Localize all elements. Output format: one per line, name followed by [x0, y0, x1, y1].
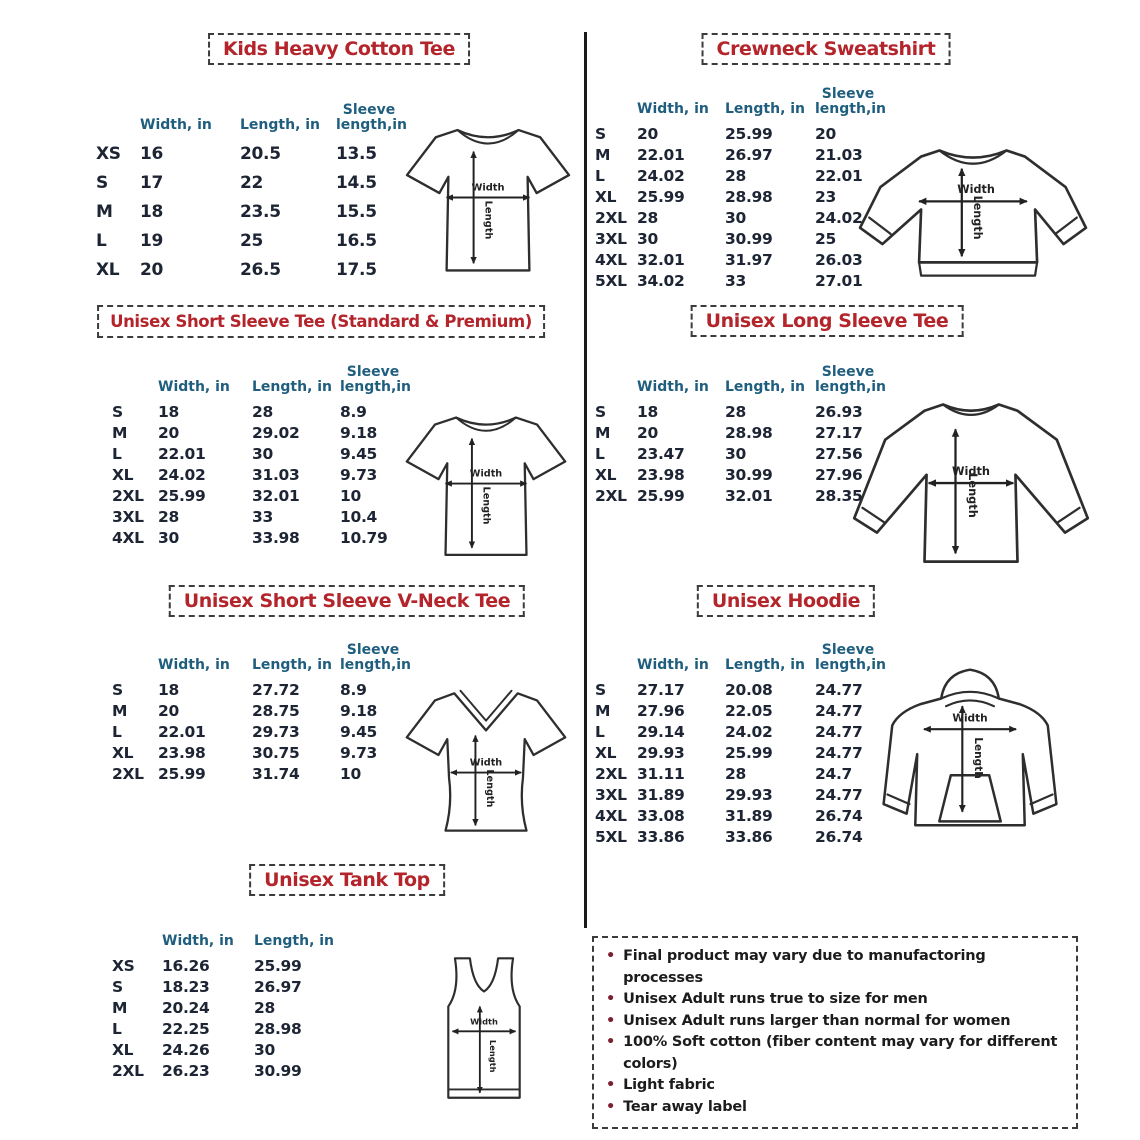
column-header-sleeve: Sleeve length,in: [815, 85, 887, 117]
sleeve-cell: 14.5: [336, 173, 377, 193]
size-cell: M: [595, 146, 611, 164]
column-header-length: Length, in: [240, 116, 321, 133]
sleeve-cell: 8.9: [340, 681, 367, 699]
sleeve-cell: 24.77: [815, 702, 863, 720]
sleeve-cell: 10.79: [340, 529, 388, 547]
size-cell: XL: [595, 188, 617, 206]
long-sleeve-illustration: [852, 388, 1090, 574]
note-text: Final product may vary due to manufactoring processes: [623, 948, 986, 986]
note-item: [606, 1075, 1066, 1097]
length-cell: 31.03: [252, 466, 300, 484]
length-cell: 20.5: [240, 144, 281, 164]
column-header-length: Length, in: [725, 378, 806, 395]
length-cell: 20.08: [725, 681, 773, 699]
width-arrow-label: Width: [471, 182, 505, 194]
length-cell: 33.98: [252, 529, 300, 547]
sleeve-cell: 21.03: [815, 146, 863, 164]
width-cell: 23.98: [637, 466, 685, 484]
section-title: Unisex Hoodie: [697, 585, 875, 617]
standard-tee-illustration: [398, 398, 574, 570]
width-cell: 27.96: [637, 702, 685, 720]
column-header-width: Width, in: [637, 100, 709, 117]
hoodie-illustration: [874, 660, 1066, 857]
width-cell: 16.26: [162, 957, 210, 975]
sleeve-cell: 26.74: [815, 828, 863, 846]
width-cell: 26.23: [162, 1062, 210, 1080]
length-cell: 26.97: [254, 978, 302, 996]
length-cell: 30: [252, 445, 273, 463]
size-cell: 3XL: [595, 786, 627, 804]
length-cell: 28: [252, 403, 273, 421]
size-cell: M: [112, 424, 128, 442]
sleeve-cell: 24.02: [815, 209, 863, 227]
corner-cell: [595, 673, 637, 680]
sleeve-cell: 24.77: [815, 723, 863, 741]
width-cell: 17: [140, 173, 164, 193]
size-cell: S: [112, 681, 123, 699]
sweatshirt-waistband: [919, 262, 1037, 275]
sleeve-cell: 24.77: [815, 681, 863, 699]
width-cell: 29.93: [637, 744, 685, 762]
length-cell: 28: [254, 999, 275, 1017]
size-cell: 3XL: [595, 230, 627, 248]
length-cell: 27.72: [252, 681, 300, 699]
column-header-width: Width, in: [637, 656, 709, 673]
sleeve-cell: 23: [815, 188, 836, 206]
size-cell: 4XL: [595, 251, 627, 269]
column-header-sleeve: Sleeve length,in: [815, 641, 887, 673]
width-cell: 33.86: [637, 828, 685, 846]
width-arrow-label: Width: [469, 757, 503, 769]
product-notes-box: [592, 936, 1078, 1129]
crewneck-size-table: [595, 80, 899, 292]
width-cell: 25.99: [637, 487, 685, 505]
width-cell: 32.01: [637, 251, 685, 269]
length-arrow-label: Length: [480, 486, 492, 525]
width-cell: 24.26: [162, 1041, 210, 1059]
corner-cell: [112, 673, 158, 680]
width-arrow-label: Width: [952, 712, 988, 725]
length-arrow-label: Length: [483, 769, 495, 808]
width-cell: 25.99: [158, 765, 206, 783]
bullet-icon: •: [606, 1098, 616, 1115]
size-cell: XL: [112, 1041, 134, 1059]
length-cell: 25.99: [254, 957, 302, 975]
sleeve-cell: 17.5: [336, 260, 377, 280]
size-cell: 2XL: [595, 765, 627, 783]
width-cell: 19: [140, 231, 164, 251]
vneck-size-table: [112, 634, 426, 785]
corner-cell: [96, 133, 140, 140]
width-cell: 23.98: [158, 744, 206, 762]
tank-top-size-table: [112, 920, 346, 1082]
length-cell: 26.5: [240, 260, 281, 280]
column-header-width: Width, in: [162, 932, 234, 949]
length-cell: 32.01: [252, 487, 300, 505]
width-cell: 20: [637, 125, 658, 143]
size-cell: L: [595, 167, 605, 185]
section-title: Unisex Short Sleeve Tee (Standard & Premium): [97, 305, 545, 338]
width-cell: 18: [140, 202, 164, 222]
bullet-icon: •: [606, 991, 616, 1007]
sleeve-cell: 26.74: [815, 807, 863, 825]
column-header-sleeve: Sleeve length,in: [336, 101, 408, 133]
sleeve-cell: 9.45: [340, 723, 378, 741]
size-cell: 2XL: [112, 765, 144, 783]
size-cell: XL: [112, 744, 134, 762]
width-cell: 18: [158, 681, 179, 699]
width-cell: 18: [637, 403, 658, 421]
sleeve-cell: 9.18: [340, 702, 378, 720]
column-header-length: Length, in: [725, 656, 806, 673]
size-cell: XL: [595, 466, 617, 484]
size-cell: M: [112, 999, 128, 1017]
length-cell: 24.02: [725, 723, 773, 741]
tank-top-illustration: [430, 950, 538, 1116]
sleeve-cell: 16.5: [336, 231, 377, 251]
length-cell: 25.99: [725, 125, 773, 143]
size-cell: S: [112, 978, 123, 996]
size-cell: S: [112, 403, 123, 421]
width-cell: 27.17: [637, 681, 685, 699]
width-cell: 23.47: [637, 445, 685, 463]
sleeve-cell: 24.7: [815, 765, 853, 783]
width-cell: 18.23: [162, 978, 210, 996]
column-header-length: Length, in: [252, 378, 333, 395]
sleeve-cell: 26.03: [815, 251, 863, 269]
sleeve-cell: 27.17: [815, 424, 863, 442]
length-cell: 28.98: [725, 424, 773, 442]
width-cell: 24.02: [637, 167, 685, 185]
corner-cell: [595, 117, 637, 124]
size-cell: M: [96, 202, 113, 222]
hoodie-pocket: [939, 775, 1000, 821]
size-cell: L: [112, 1020, 122, 1038]
column-header-width: Width, in: [637, 378, 709, 395]
sleeve-cell: 27.01: [815, 272, 863, 290]
width-arrow-label: Width: [469, 468, 503, 480]
column-header-width: Width, in: [158, 656, 230, 673]
length-cell: 26.97: [725, 146, 773, 164]
size-cell: 5XL: [595, 828, 627, 846]
length-cell: 33: [725, 272, 746, 290]
width-cell: 20: [140, 260, 164, 280]
width-cell: 20: [158, 424, 179, 442]
size-cell: L: [595, 723, 605, 741]
corner-cell: [112, 395, 158, 402]
note-item: [606, 946, 1066, 989]
vneck-tee-illustration: [398, 674, 574, 850]
width-cell: 30: [637, 230, 658, 248]
width-arrow-label: Width: [470, 1016, 498, 1027]
width-arrow-label: Width: [957, 183, 995, 197]
size-cell: 5XL: [595, 272, 627, 290]
note-item: [606, 1011, 1066, 1033]
size-cell: XS: [96, 144, 121, 164]
length-cell: 31.89: [725, 807, 773, 825]
length-cell: 28: [725, 167, 746, 185]
sleeve-cell: 27.56: [815, 445, 863, 463]
sleeve-cell: 28.35: [815, 487, 863, 505]
length-cell: 30.99: [725, 230, 773, 248]
width-cell: 30: [158, 529, 179, 547]
length-cell: 22: [240, 173, 264, 193]
column-header-width: Width, in: [158, 378, 230, 395]
size-cell: 4XL: [112, 529, 144, 547]
column-header-sleeve: Sleeve length,in: [815, 363, 887, 395]
sleeve-cell: 25: [815, 230, 836, 248]
size-cell: S: [595, 125, 606, 143]
width-cell: 28: [637, 209, 658, 227]
size-cell: L: [595, 445, 605, 463]
width-cell: 31.89: [637, 786, 685, 804]
length-cell: 29.93: [725, 786, 773, 804]
width-cell: 22.01: [158, 723, 206, 741]
sleeve-cell: 24.77: [815, 744, 863, 762]
size-cell: 4XL: [595, 807, 627, 825]
corner-cell: [595, 395, 637, 402]
width-cell: 22.01: [158, 445, 206, 463]
length-cell: 29.02: [252, 424, 300, 442]
size-cell: M: [595, 424, 611, 442]
note-item: [606, 1032, 1066, 1075]
size-cell: M: [595, 702, 611, 720]
length-cell: 33.86: [725, 828, 773, 846]
size-cell: M: [112, 702, 128, 720]
width-cell: 29.14: [637, 723, 685, 741]
column-header-sleeve: Sleeve length,in: [340, 641, 412, 673]
sleeve-cell: 9.73: [340, 466, 378, 484]
length-cell: 31.97: [725, 251, 773, 269]
size-cell: 2XL: [595, 209, 627, 227]
length-cell: 30: [725, 445, 746, 463]
size-cell: S: [96, 173, 108, 193]
length-cell: 30.75: [252, 744, 300, 762]
column-header-length: Length, in: [254, 932, 335, 949]
size-cell: 2XL: [595, 487, 627, 505]
section-title: Unisex Short Sleeve V-Neck Tee: [169, 585, 525, 617]
note-item: [606, 1097, 1066, 1119]
length-cell: 22.05: [725, 702, 773, 720]
sleeve-cell: 10.4: [340, 508, 378, 526]
sleeve-cell: 8.9: [340, 403, 367, 421]
length-cell: 25: [240, 231, 264, 251]
column-header-sleeve: Sleeve length,in: [340, 363, 412, 395]
length-cell: 28.75: [252, 702, 300, 720]
length-arrow-label: Length: [487, 1039, 498, 1073]
bullet-icon: •: [606, 1077, 616, 1093]
note-text: Tear away label: [623, 1098, 747, 1115]
length-cell: 28: [725, 765, 746, 783]
length-cell: 30: [254, 1041, 275, 1059]
sleeve-cell: 15.5: [336, 202, 377, 222]
length-cell: 28.98: [725, 188, 773, 206]
size-cell: XL: [112, 466, 134, 484]
sleeve-cell: 10: [340, 487, 361, 505]
section-title: Kids Heavy Cotton Tee: [208, 33, 470, 65]
size-cell: S: [595, 681, 606, 699]
width-cell: 20.24: [162, 999, 210, 1017]
size-cell: XL: [595, 744, 617, 762]
width-cell: 20: [637, 424, 658, 442]
size-cell: S: [595, 403, 606, 421]
length-cell: 30: [725, 209, 746, 227]
size-cell: XL: [96, 260, 120, 280]
size-cell: 2XL: [112, 487, 144, 505]
kids-tee-size-table: [96, 84, 432, 285]
size-cell: XS: [112, 957, 135, 975]
bullet-icon: •: [606, 948, 616, 964]
kids-tee-illustration: [398, 110, 578, 286]
note-text: Unisex Adult runs true to size for men: [623, 991, 928, 1007]
sleeve-cell: 13.5: [336, 144, 377, 164]
width-cell: 25.99: [158, 487, 206, 505]
sleeve-cell: 20: [815, 125, 836, 143]
sleeve-cell: 9.45: [340, 445, 378, 463]
size-cell: 2XL: [112, 1062, 144, 1080]
width-cell: 24.02: [158, 466, 206, 484]
width-arrow-label: Width: [951, 463, 991, 478]
sleeve-cell: 24.77: [815, 786, 863, 804]
length-cell: 23.5: [240, 202, 281, 222]
length-arrow-label: Length: [965, 473, 980, 518]
section-title: Unisex Tank Top: [249, 864, 445, 896]
size-cell: 3XL: [112, 508, 144, 526]
column-header-length: Length, in: [725, 100, 806, 117]
corner-cell: [112, 949, 162, 956]
column-header-length: Length, in: [252, 656, 333, 673]
note-text: Unisex Adult runs larger than normal for women: [623, 1012, 1011, 1029]
width-cell: 22.25: [162, 1020, 210, 1038]
bullet-icon: •: [606, 1034, 616, 1050]
width-cell: 18: [158, 403, 179, 421]
width-cell: 20: [158, 702, 179, 720]
width-cell: 31.11: [637, 765, 685, 783]
size-cell: L: [112, 445, 122, 463]
length-arrow-label: Length: [971, 195, 985, 240]
width-cell: 28: [158, 508, 179, 526]
sleeve-cell: 9.18: [340, 424, 378, 442]
tank-outline: [448, 958, 519, 1097]
length-arrow-label: Length: [482, 200, 494, 240]
length-cell: 32.01: [725, 487, 773, 505]
crewneck-illustration: [856, 130, 1090, 293]
width-cell: 25.99: [637, 188, 685, 206]
center-divider: [584, 32, 587, 928]
length-cell: 29.73: [252, 723, 300, 741]
note-text: Light fabric: [623, 1077, 715, 1093]
bullet-icon: •: [606, 1012, 616, 1029]
length-cell: 28.98: [254, 1020, 302, 1038]
sleeve-cell: 10: [340, 765, 361, 783]
section-title: Unisex Long Sleeve Tee: [691, 305, 964, 337]
length-cell: 33: [252, 508, 273, 526]
length-cell: 30.99: [725, 466, 773, 484]
width-cell: 16: [140, 144, 164, 164]
standard-tee-size-table: [112, 356, 426, 549]
note-item: [606, 989, 1066, 1011]
sleeve-cell: 9.73: [340, 744, 378, 762]
length-cell: 28: [725, 403, 746, 421]
sleeve-cell: 26.93: [815, 403, 863, 421]
hoodie-size-table: [595, 634, 899, 848]
width-cell: 33.08: [637, 807, 685, 825]
note-text: 100% Soft cotton (fiber content may vary for different colors): [623, 1034, 1058, 1072]
size-cell: L: [96, 231, 107, 251]
section-title: Crewneck Sweatshirt: [702, 33, 951, 65]
width-cell: 22.01: [637, 146, 685, 164]
length-cell: 25.99: [725, 744, 773, 762]
length-cell: 31.74: [252, 765, 300, 783]
column-header-width: Width, in: [140, 116, 212, 133]
sleeve-cell: 27.96: [815, 466, 863, 484]
sleeve-cell: 22.01: [815, 167, 863, 185]
length-cell: 30.99: [254, 1062, 302, 1080]
size-cell: L: [112, 723, 122, 741]
width-cell: 34.02: [637, 272, 685, 290]
length-arrow-label: Length: [971, 737, 984, 779]
